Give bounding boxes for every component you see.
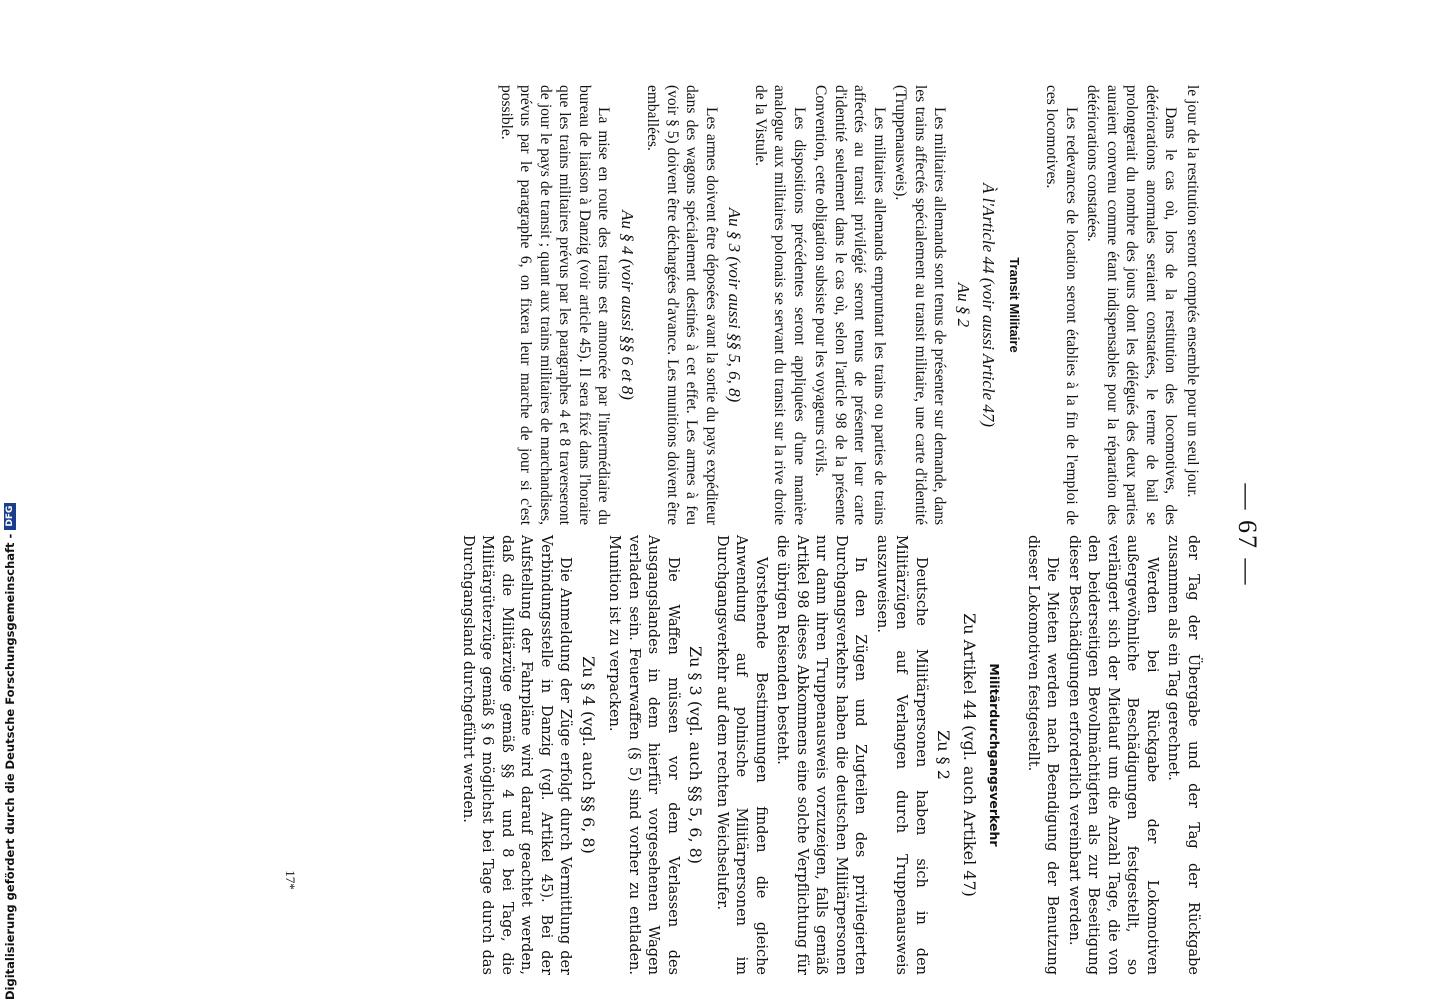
subsection-heading: Au § 4 (voir aussi §§ 6 et 8) [618, 210, 637, 400]
paragraph: La mise en route des trains est annoncée par l'intermédiaire du bureau de liaison à Danzig (voir article 45). Il sera fixé dans l'horaire que les trains militaires prévus par les paragraphes 4 et 8 traverseront de jour le pays de transit ; quant aux trains militaires de marchandises, prévus par le paragraphe 6, on fixera leur marche de jour si c'est possible. [498, 85, 613, 525]
paragraph: Vorstehende Bestimmungen finden die gleiche Anwendung auf polnische Militärpersonen im Durchgangsverkehr auf dem rechten Weichselufer. [714, 535, 769, 975]
article-heading: À l'Article 44 (voir aussi Article 47) [979, 182, 999, 428]
paragraph: Die Anmeldung der Züge erfolgt durch Vermittlung der Verbindungsstelle in Danzig (vgl. Artikel 45). Bei der Aufstellung der Fahrpläne wird darauf geachtet werden, daß die Militärzüge gemäß §§ 4 und 8 bei Tage, die Militärgüterzüge gemäß § 6 möglichst bei Tage durch das Durchgangsland durchgeführt werden. [460, 535, 574, 975]
dfg-logo-icon: DFG [4, 503, 16, 530]
subsection-heading: Zu § 2 [934, 730, 954, 780]
digitization-credit [3, 505, 17, 1000]
section-heading: Transit Militaire [1007, 257, 1022, 353]
paragraph: Les militaires allemands sont tenus de présenter sur demande, dans les trains affectés spécialement au transit militaire, une carte d'identité (Truppenausweis). [892, 85, 949, 525]
french-column [495, 85, 1203, 525]
sheet-number: 17* [282, 870, 298, 890]
paragraph: In den Zügen und Zugteilen des privilegierten Durchgangsverkehrs haben die deutschen Militärpersonen nur dann ihren Truppenausweis vorzuzeigen, falls gemäß Artikel 98 dieses Abkommens eine solche Verpflichtung für die übrigen Reisenden besteht. [774, 535, 869, 975]
paragraph: Deutsche Militärpersonen haben sich in den Militärzügen auf Verlangen durch Truppenausweis auszuweisen. [874, 535, 929, 975]
paragraph: der Tag der Übergabe und der Tag der Rückgabe zusammen als ein Tag gerechnet. [1165, 535, 1201, 975]
paragraph: Les dispositions précédentes seront appliquées d'une manière analogue aux militaires polonais se servant du transit sur la rive droite de la Vistule. [752, 85, 808, 525]
subsection-heading: Zu § 3 (vgl. auch §§ 5, 6, 8) [686, 645, 706, 865]
german-column [456, 535, 1203, 975]
paragraph: Die Mieten werden nach Beendigung der Benutzung dieser Lokomotiven festgestellt. [1025, 535, 1061, 975]
paragraph: Les militaires allemands empruntant les trains ou parties de trains affectés au transit privilégié seront tenus de présenter leur carte d'identité seulement dans le cas où, selon l'article 98 de la présente Convention, cette obligation subsiste pour les voyageurs civils. [812, 85, 888, 525]
paragraph: Werden bei Rückgabe der Lokomotiven außergewöhnliche Beschädigungen festgestellt, so verlängert sich der Mietlauf um die Anzahl Tage, die von den beiderseitigen Bevollmächtigten als zur Beseitigung dieser Beschädigungen erforderlich vereinbart werden. [1066, 535, 1160, 975]
rotated-page-content [302, 85, 1262, 985]
paragraph: Die Waffen müssen vor dem Verlassen des Ausgangslandes in dem hierfür vorgesehenen Wagen verladen sein. Feuerwaffen (§ 5) sind vorher zu entladen. Munition ist zu verpacken. [606, 535, 681, 975]
paragraph: Les redevances de location seront établies à la fin de l'emploi de ces locomotives. [1043, 85, 1080, 525]
section-heading: Militärdurchgangsverkehr [987, 663, 1003, 847]
subsection-heading: Au § 2 [954, 282, 973, 328]
paragraph: Dans le cas où, lors de la restitution des locomotives, des détériorations anormales seraient constatées, le terme de bail se prolongerait du nombre des jours dont les délégués des deux parties auraient convenu comme étant indispensables pour la réparation des détériorations constatées. [1084, 85, 1180, 525]
paragraph: le jour de la restitution seront comptés ensemble pour un seul jour. [1184, 85, 1201, 498]
page-number: — 67 — [1233, 483, 1262, 587]
credit-text: Digitalisierung gefördert durch die Deutsche Forschungsgemeinschaft - [3, 533, 17, 1000]
subsection-heading: Au § 3 (voir aussi §§ 5, 6, 8) [725, 207, 745, 403]
subsection-heading: Zu § 4 (vgl. auch §§ 6, 8) [579, 656, 598, 854]
article-heading: Zu Artikel 44 (vgl. auch Artikel 47) [960, 613, 979, 897]
paragraph: Les armes doivent être déposées avant la sortie du pays expéditeur dans des wagons spécialement destinés à cet effet. Les armes à feu (voir § 5) doivent être déchargées d'avance. Les munitions doivent être emballées. [644, 85, 720, 525]
